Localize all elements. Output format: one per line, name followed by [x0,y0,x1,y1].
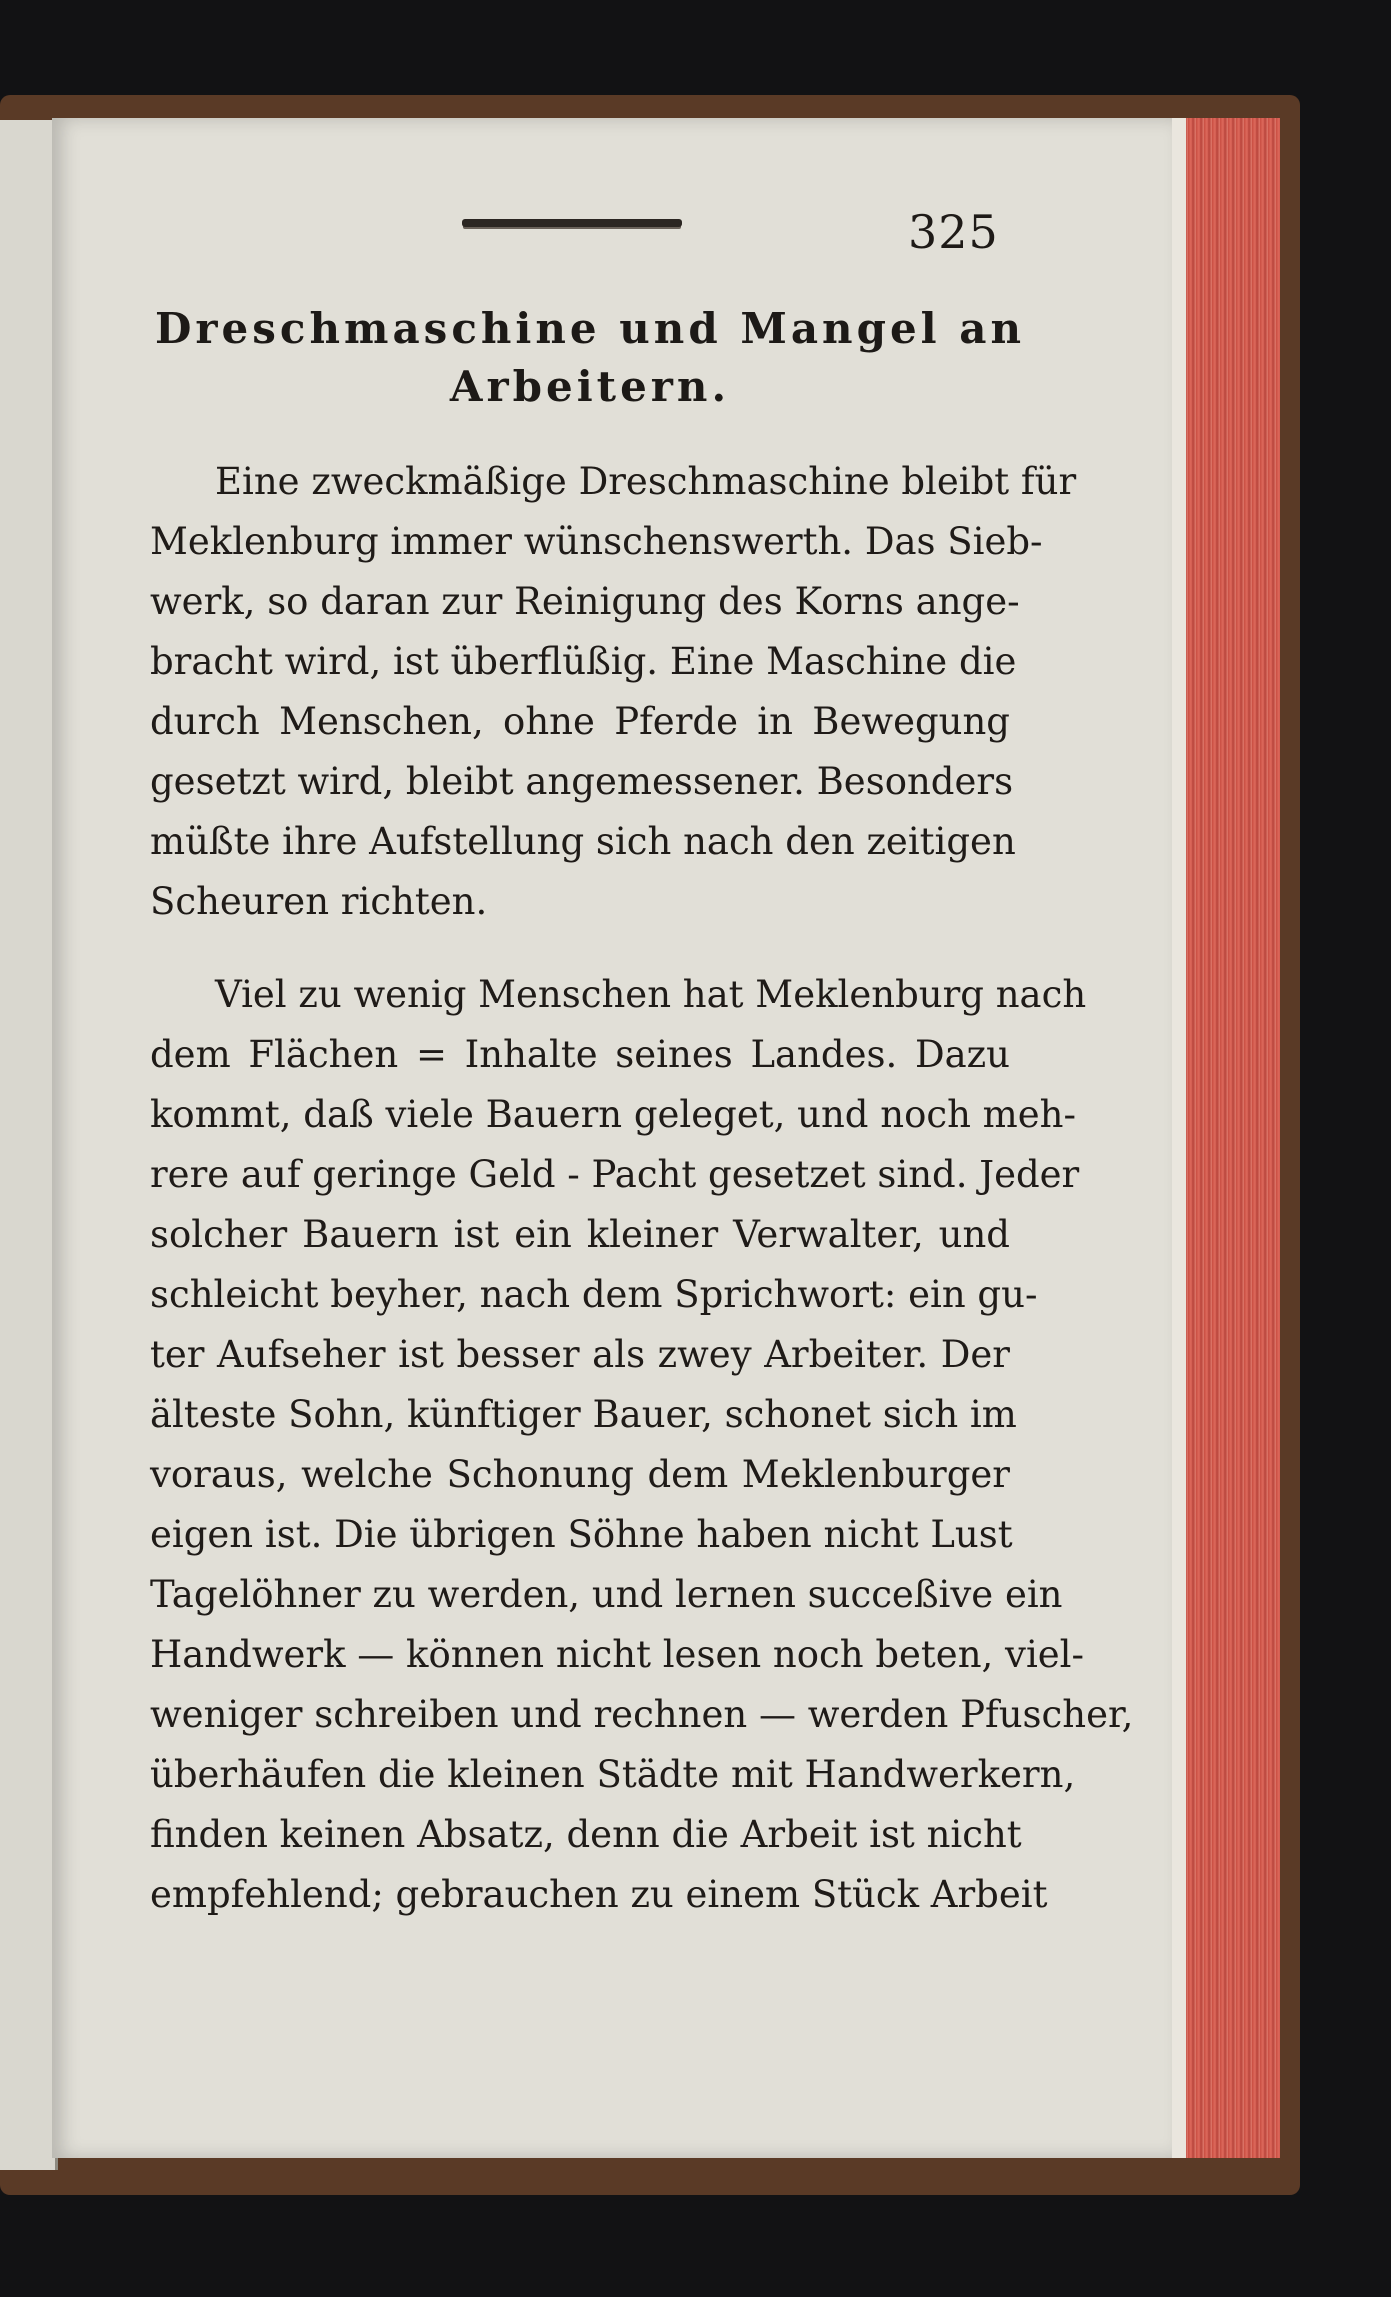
text-line: voraus, welche Schonung dem Meklenburger [150,1453,1010,1496]
text-line: Viel zu wenig Menschen hat Meklenburg nach [215,973,1087,1016]
section-heading [150,300,1030,416]
text-line: gesetzt wird, bleibt angemessener. Besonders [150,760,1014,803]
text-line: älteste Sohn, künftiger Bauer, schonet sich im [150,1393,1017,1436]
page-block-edge [1172,118,1186,2158]
text-line: Scheuren richten. [150,880,488,923]
text-line: empfehlend; gebrauchen zu einem Stück Arbeit [150,1873,1048,1916]
red-page-edges [1172,118,1280,2158]
text-line: werk, so daran zur Reinigung des Korns ange- [150,580,1020,623]
text-line: solcher Bauern ist ein kleiner Verwalter, und [150,1213,1010,1256]
text-line: durch Menschen, ohne Pferde in Bewegung [150,700,1010,743]
text-line: eigen ist. Die übrigen Söhne haben nicht Lust [150,1513,1013,1556]
text-line: bracht wird, ist überflüßig. Eine Maschine die [150,640,1017,683]
text-line: Meklenburg immer wünschenswerth. Das Sieb- [150,520,1043,563]
page-number: 325 [908,205,999,259]
text-line: rere auf geringe Geld - Pacht gesetzet sind. Jeder [150,1153,1080,1196]
text-line: schleicht beyher, nach dem Sprichwort: ein gu- [150,1273,1038,1316]
text-line: Eine zweckmäßige Dreschmaschine bleibt für [215,460,1077,503]
text-line: Handwerk — können nicht lesen noch beten, viel- [150,1633,1085,1676]
paragraph-2 [150,965,1134,1925]
text-line: kommt, daß viele Bauern geleget, und noch meh- [150,1093,1076,1136]
left-page-edge [0,120,58,2170]
paragraph-1 [150,452,1077,932]
text-line: müßte ihre Aufstellung sich nach den zeitigen [150,820,1016,863]
section-heading-line-2: Arbeitern. [449,362,731,411]
text-line: Tagelöhner zu werden, und lernen succeßive ein [150,1573,1063,1616]
section-heading-line-1: Dreschmaschine und Mangel an [155,304,1025,353]
text-line: finden keinen Absatz, denn die Arbeit ist nicht [150,1813,1022,1856]
text-line: dem Flächen = Inhalte seines Landes. Dazu [150,1033,1010,1076]
header-rule [462,219,682,227]
text-line: ter Aufseher ist besser als zwey Arbeiter. Der [150,1333,1010,1376]
text-line: überhäufen die kleinen Städte mit Handwerkern, [150,1753,1076,1796]
text-line: weniger schreiben und rechnen — werden Pfuscher, [150,1693,1134,1736]
